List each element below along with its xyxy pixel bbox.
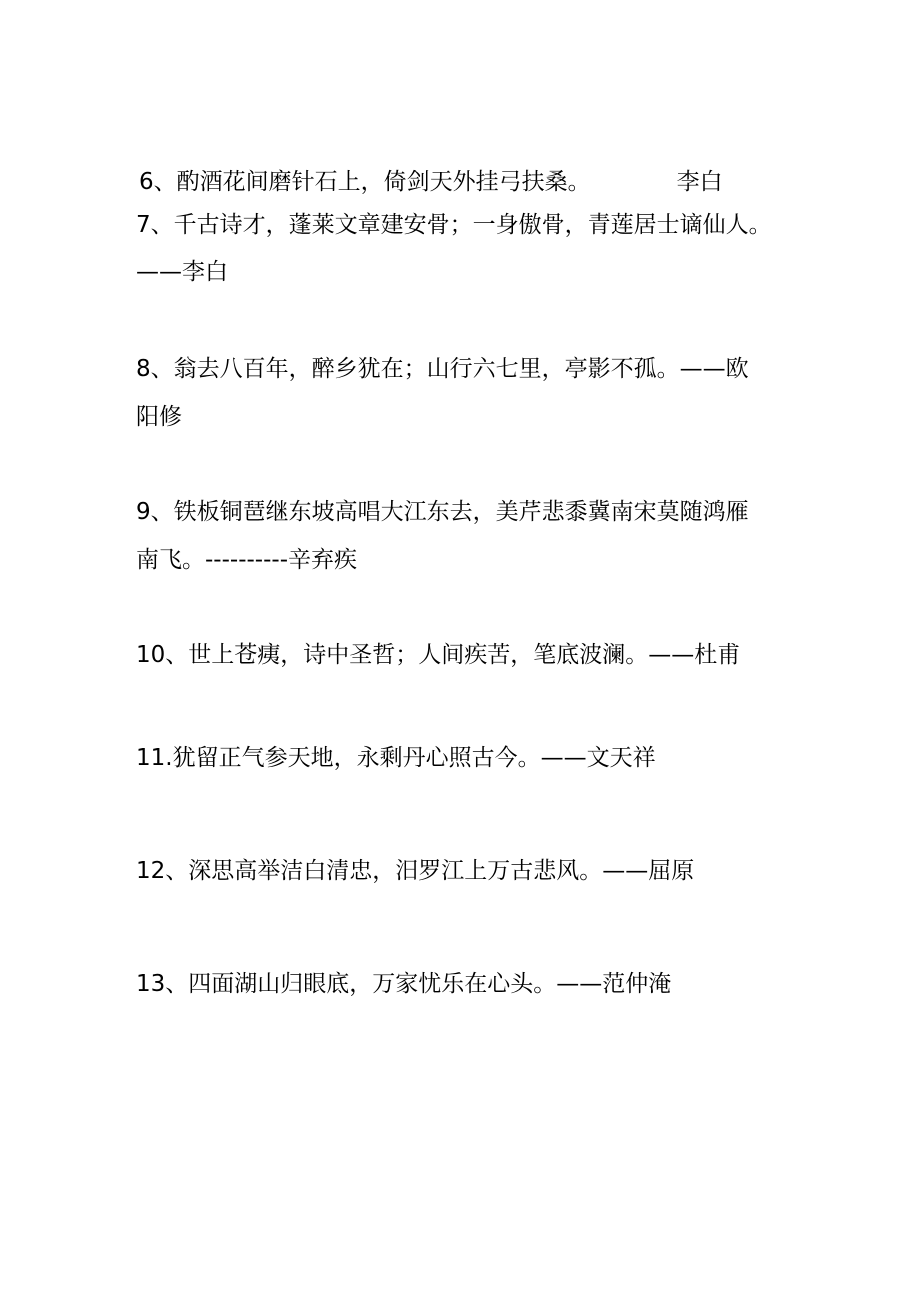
quote-line-13: [136, 969, 796, 999]
quote-text: 7、千古诗才，蓬莱文章建安骨；一身傲骨，青莲居士谪仙人。: [136, 212, 772, 238]
quote-author: 李白: [676, 169, 723, 195]
quote-line-10: [136, 640, 796, 670]
quote-text: 酌酒花间磨针石上，倚剑天外挂弓扶桑。: [176, 169, 591, 195]
quote-text: 13、四面湖山归眼底，万家忧乐在心头。——范仲淹: [136, 971, 672, 997]
quote-author: 阳修: [136, 404, 182, 430]
quote-line-7-author: [136, 257, 796, 287]
quote-text: 10、世上苍痍，诗中圣哲；人间疾苦，笔底波澜。——杜甫: [136, 642, 741, 668]
quote-line-8-cont: [136, 402, 796, 432]
quote-line-9: [136, 497, 796, 527]
quote-line-8: [136, 354, 796, 384]
quote-text: 8、翁去八百年，醉乡犹在；山行六七里，亭影不孤。——欧: [136, 356, 749, 382]
quote-text: 11.犹留正气参天地，永剩丹心照古今。——文天祥: [136, 745, 656, 771]
quote-author: ——李白: [136, 259, 228, 285]
quote-text: 12、深思高举洁白清忠，汨罗江上万古悲风。——屈原: [136, 858, 695, 884]
quote-text: 6、: [139, 169, 177, 195]
quote-line-7: [136, 210, 796, 240]
quote-text: 9、铁板铜琶继东坡高唱大江东去，美芹悲黍冀南宋莫随鸿雁: [136, 499, 749, 525]
quote-author: 南飞。----------辛弃疾: [136, 547, 357, 573]
quote-line-12: [136, 856, 796, 886]
quote-line-11: [136, 743, 796, 773]
quote-line-6: [139, 167, 799, 197]
quote-line-9-cont: [136, 545, 796, 575]
